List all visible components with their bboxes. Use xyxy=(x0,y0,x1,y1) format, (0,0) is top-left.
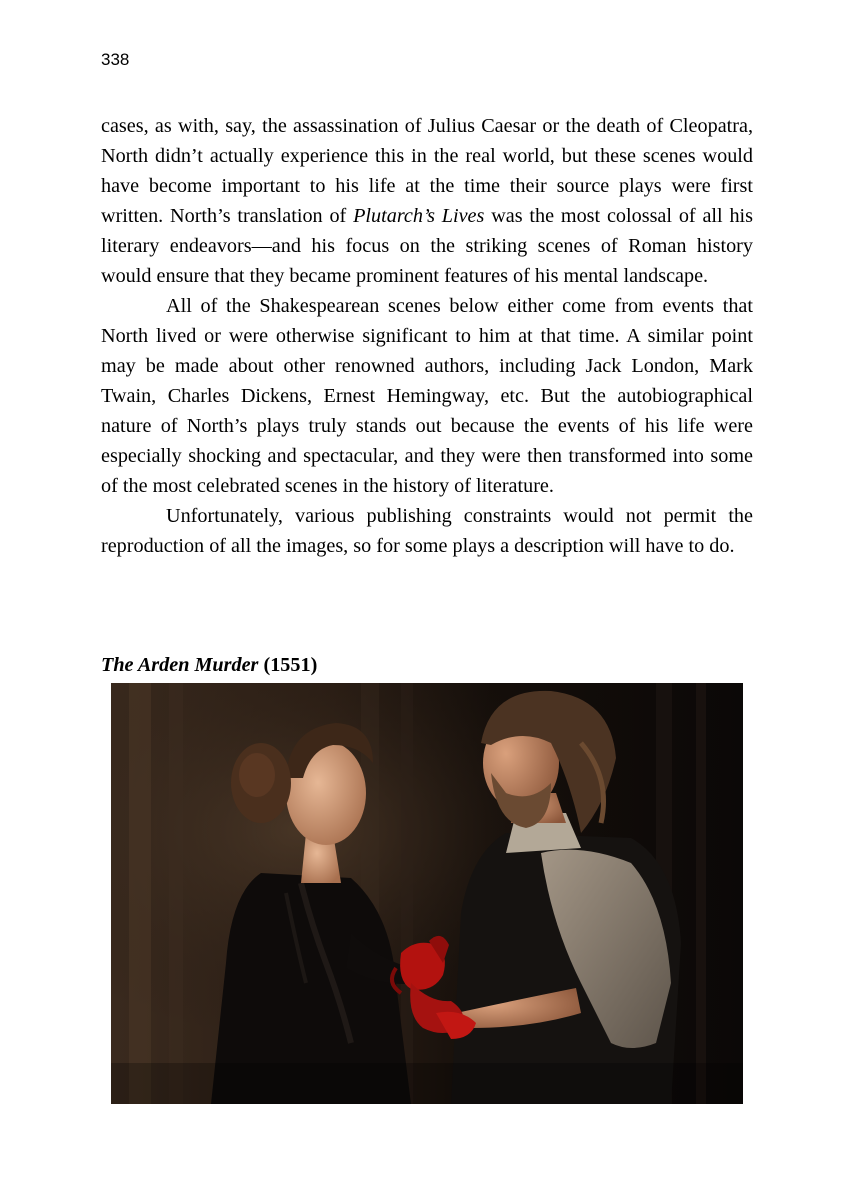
stage-photo xyxy=(111,683,743,1104)
section-year: (1551) xyxy=(263,654,318,676)
section-heading xyxy=(101,651,317,679)
book-title-plutarchs-lives: Plutarch’s Lives xyxy=(353,205,485,227)
paragraph-1 xyxy=(101,111,753,291)
section-title: The Arden Murder xyxy=(101,654,259,676)
paragraph-3: Unfortunately, various publishing constraints would not permit the reproduction of all the images, so for some plays a description will have to do. xyxy=(101,505,753,557)
page-number: 338 xyxy=(101,50,130,69)
paragraph-2: All of the Shakespearean scenes below either come from events that North lived or were otherwise significant to him at that time. A similar point may be made about other renowned authors, including Jack London, Mark Twain, Charles Dickens, Ernest Hemingway, etc. But the autobiographical nature of North’s plays truly stands out because the events of his life were especially shocking and spectacular, and they were then transformed into some of the most celebrated scenes in the history of literature. xyxy=(101,295,753,497)
stage-photo-illustration xyxy=(111,683,743,1104)
paragraph-1-text-start: cases, as with, say, the assassination of Julius Caesar or the death of Cleopatra, North didn’t actually experience this in the real world, but these scenes would have become important to his life at the time their source plays were first written. North’s translation of xyxy=(101,115,753,227)
body-text xyxy=(101,111,753,561)
paragraph-1-text-end: was the most colossal of all his literary endeavors—and his focus on the striking scenes of Roman history would ensure that they became prominent features of his mental landscape. xyxy=(101,205,753,287)
